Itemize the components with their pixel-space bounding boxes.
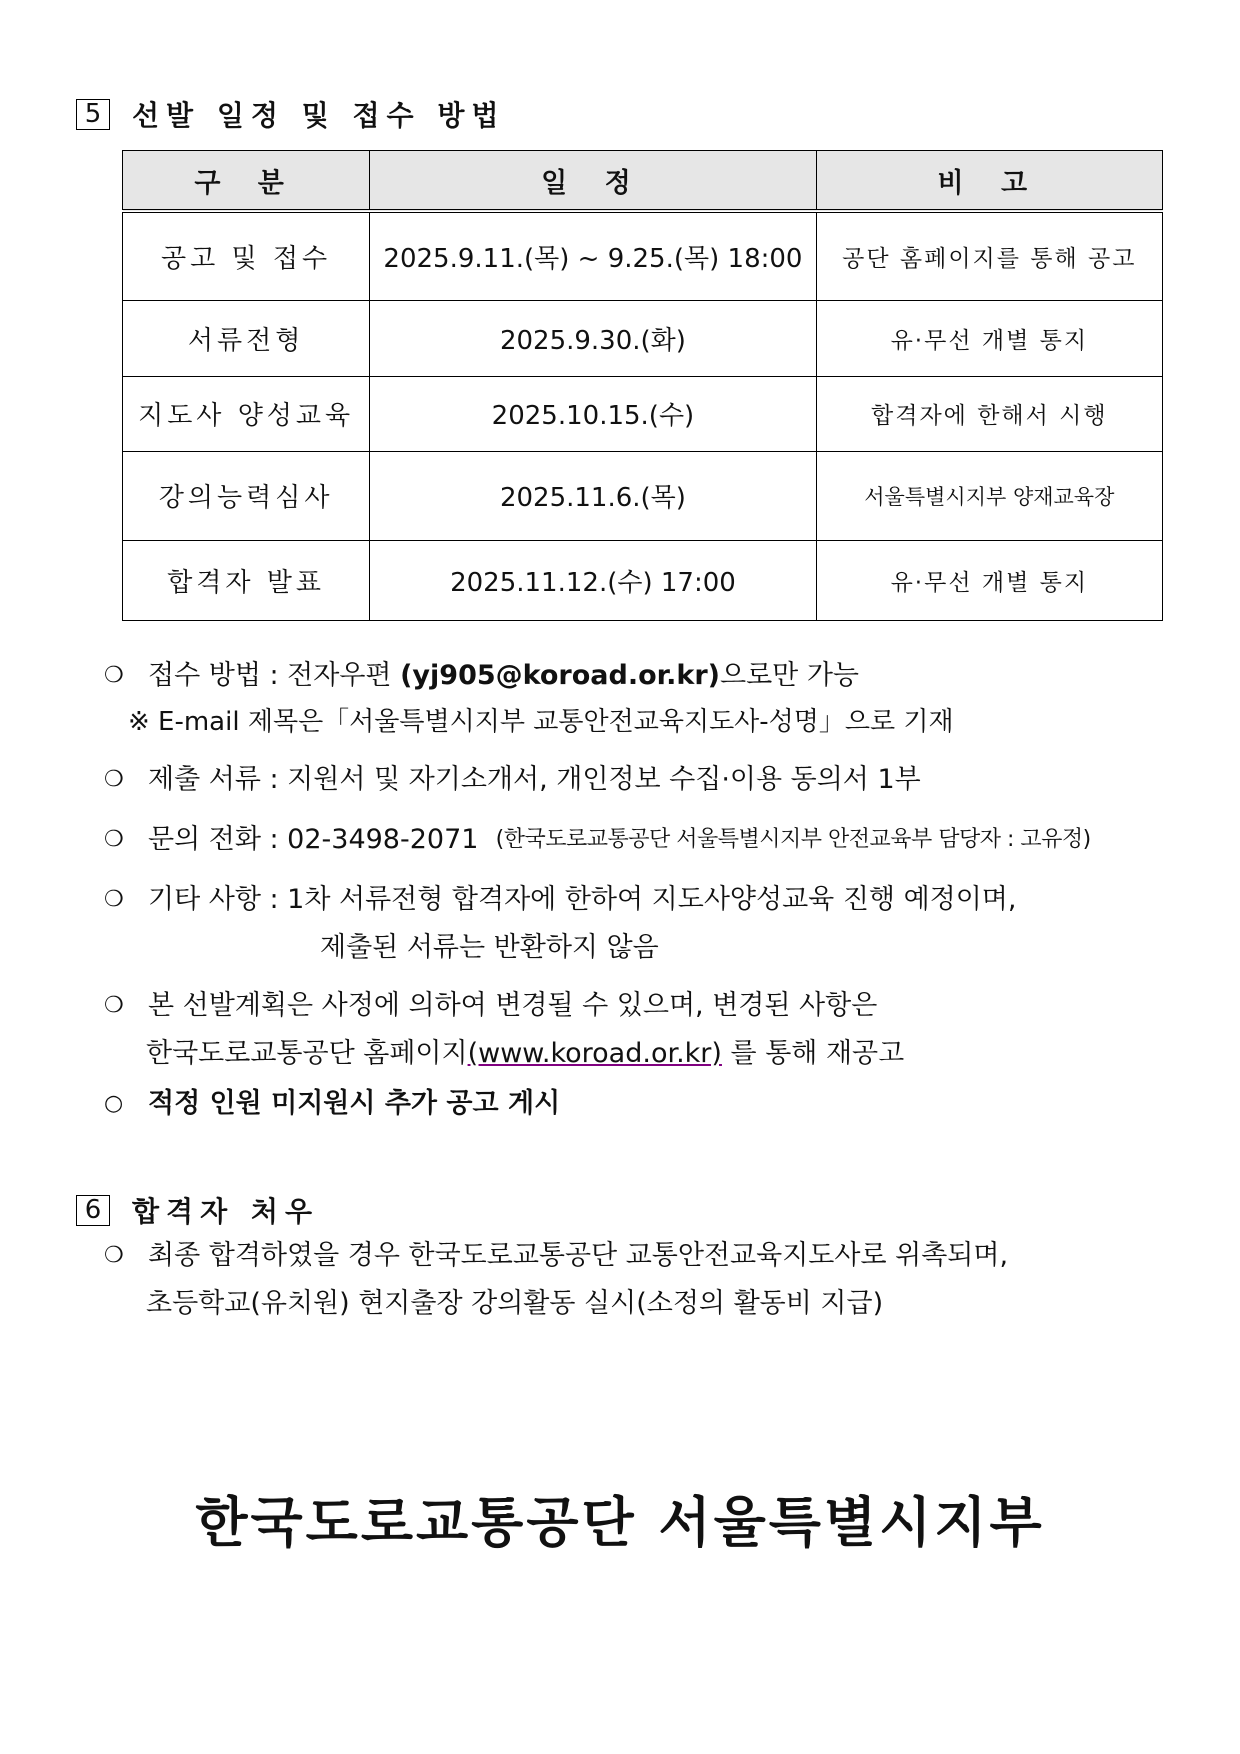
shortage-text: 적정 인원 미지원시 추가 공고 게시 [148, 1088, 561, 1119]
bullet-mark: ❍ [104, 767, 124, 792]
header-schedule: 일 정 [370, 151, 816, 212]
section-6-number: 6 [76, 1195, 110, 1226]
section-6-heading [76, 1190, 319, 1230]
table-header-row [123, 151, 1163, 212]
table-row [123, 451, 1163, 540]
schedule-table [122, 150, 1163, 621]
bullet-mark: ❍ [104, 827, 124, 852]
row-category: 지도사 양성교육 [123, 376, 370, 451]
section-6-title: 합격자 처우 [132, 1195, 319, 1228]
row-schedule: 2025.9.11.(목) ~ 9.25.(목) 18:00 [370, 211, 816, 300]
bullet-mark-small: ○ [104, 1091, 124, 1116]
header-category: 구 분 [123, 151, 370, 212]
row-note: 합격자에 한해서 시행 [816, 376, 1162, 451]
row-category: 서류전형 [123, 300, 370, 376]
etc-line-2: 제출된 서류는 반환하지 않음 [320, 932, 659, 963]
row-category: 강의능력심사 [123, 451, 370, 540]
homepage-link[interactable]: (www.koroad.or.kr) [467, 1038, 722, 1069]
receipt-email[interactable]: (yj905@koroad.or.kr) [400, 660, 720, 691]
row-note: 서울특별시지부 양재교육장 [816, 451, 1162, 540]
table-row [123, 376, 1163, 451]
header-note: 비 고 [816, 151, 1162, 212]
row-note: 유·무선 개별 통지 [816, 300, 1162, 376]
successful-applicant-benefit [104, 1236, 1008, 1276]
section-5-heading [76, 94, 505, 134]
row-category: 공고 및 접수 [123, 211, 370, 300]
change-prefix: 한국도로교통공단 홈페이지 [146, 1038, 468, 1069]
footer-organization: 한국도로교통공단 서울특별시지부 [195, 1491, 1045, 1554]
change-suffix: 를 통해 재공고 [721, 1038, 905, 1069]
email-subject-note: ※ E-mail 제목은「서울특별시지부 교통안전교육지도사-성명」으로 기재 [128, 707, 954, 737]
row-note: 유·무선 개별 통지 [816, 540, 1162, 620]
row-category: 합격자 발표 [123, 540, 370, 620]
row-schedule: 2025.9.30.(화) [370, 300, 816, 376]
bullet-mark: ❍ [104, 993, 124, 1018]
phone-label: 문의 전화 : 02-3498-2071 [148, 824, 479, 855]
section-5-number: 5 [76, 99, 110, 130]
table-row [123, 540, 1163, 620]
bullet-mark: ❍ [104, 663, 124, 688]
documents-text: 제출 서류 : 지원서 및 자기소개서, 개인정보 수집·이용 동의서 1부 [148, 764, 921, 795]
row-schedule: 2025.10.15.(수) [370, 376, 816, 451]
change-line-1: 본 선발계획은 사정에 의하여 변경될 수 있으며, 변경된 사항은 [148, 990, 878, 1021]
change-line-2 [146, 1034, 904, 1074]
table-row [123, 211, 1163, 300]
section-5-title: 선발 일정 및 접수 방법 [132, 99, 506, 132]
plan-change-notice [104, 986, 877, 1026]
additional-announcement [104, 1084, 560, 1124]
receipt-method [104, 656, 859, 696]
receipt-label: 접수 방법 : 전자우편 [148, 660, 392, 691]
other-matters [104, 880, 1016, 920]
row-schedule: 2025.11.12.(수) 17:00 [370, 540, 816, 620]
phone-contact: (한국도로교통공단 서울특별시지부 안전교육부 담당자 : 고유정) [495, 827, 1091, 852]
submission-documents [104, 760, 921, 800]
bullet-mark: ❍ [104, 887, 124, 912]
inquiry-phone [104, 820, 1091, 860]
row-schedule: 2025.11.6.(목) [370, 451, 816, 540]
etc-line-1: 기타 사항 : 1차 서류전형 합격자에 한하여 지도사양성교육 진행 예정이며, [148, 884, 1017, 915]
bullet-mark: ❍ [104, 1243, 124, 1268]
receipt-suffix: 으로만 가능 [719, 660, 859, 691]
benefit-line-1: 최종 합격하였을 경우 한국도로교통공단 교통안전교육지도사로 위촉되며, [148, 1240, 1009, 1271]
table-row [123, 300, 1163, 376]
row-note: 공단 홈페이지를 통해 공고 [816, 211, 1162, 300]
benefit-line-2: 초등학교(유치원) 현지출장 강의활동 실시(소정의 활동비 지급) [146, 1288, 884, 1319]
